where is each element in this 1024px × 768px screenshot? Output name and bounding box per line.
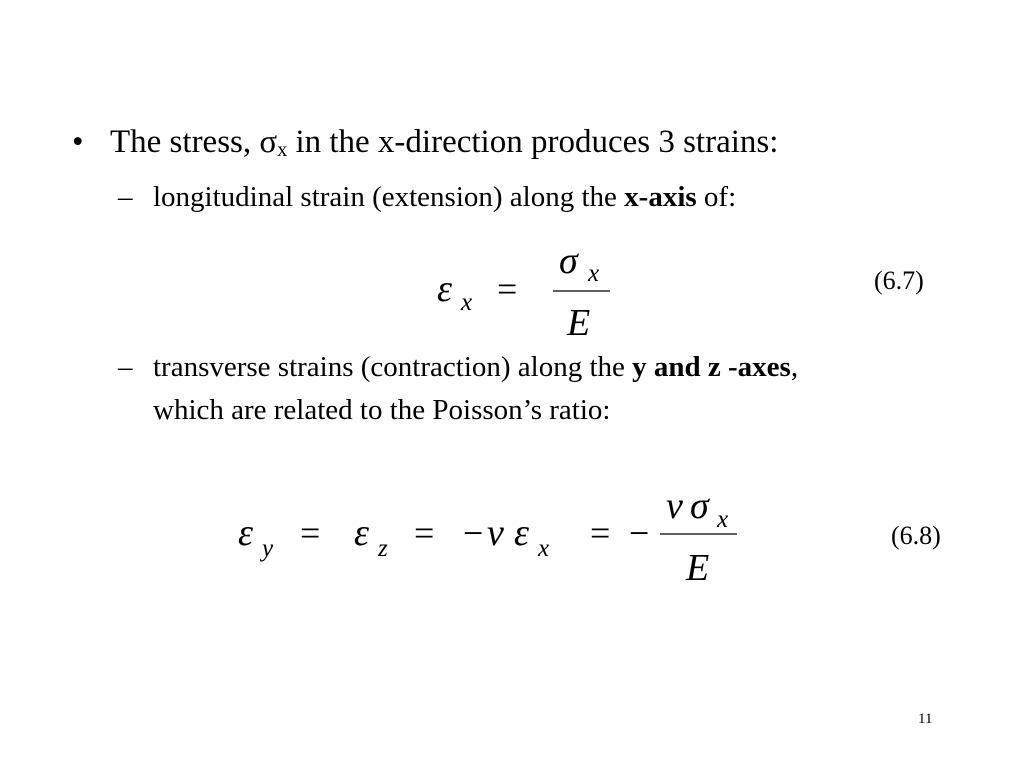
eq2-epsilon-y: ε: [238, 512, 253, 554]
page-number: 11: [918, 711, 933, 727]
eq2-minus-2: −: [629, 513, 650, 553]
sigma-symbol: σ: [259, 124, 278, 160]
eq2-nu: ν: [487, 512, 504, 554]
sub-item-1-plain: longitudinal strain (extension) along the: [153, 181, 625, 213]
eq2-numerator-subscript: x: [717, 506, 729, 533]
equation-6-8: [238, 485, 941, 589]
eq2-epsilon-z: ε: [354, 512, 369, 554]
sub-item-2-text: [153, 351, 798, 384]
bullet-text-before: The stress,: [110, 124, 260, 160]
sub-item-1-bold: x-axis: [624, 181, 697, 213]
eq2-numerator-sigma: σ: [690, 485, 709, 527]
sigma-subscript: x: [277, 139, 288, 161]
eq2-sub-y: y: [262, 535, 274, 562]
eq2-equals-3: =: [590, 513, 611, 553]
sub-item-1-after: of:: [696, 181, 737, 213]
eq2-equals-2: =: [414, 513, 435, 553]
eq2-numerator-nu: ν: [666, 485, 683, 527]
eq1-numerator-sigma: σ: [559, 240, 578, 282]
sub-item-2-after: ,: [790, 351, 799, 383]
eq2-number: (6.8): [891, 521, 941, 550]
bullet-marker: •: [72, 124, 84, 160]
eq2-sub-x: x: [538, 535, 550, 562]
sub-item-2-bold: y and z -axes: [632, 351, 791, 383]
sub-item-2-marker: –: [118, 351, 133, 383]
eq1-numerator-subscript: x: [588, 260, 600, 287]
eq2-epsilon-x: ε: [514, 512, 529, 554]
eq2-denominator: E: [686, 547, 710, 589]
bullet-text-after: in the x-direction produces 3 strains:: [287, 124, 779, 160]
eq1-denominator: E: [567, 302, 591, 344]
eq1-lhs-subscript: x: [461, 289, 473, 316]
sub-item-2-line-2: which are related to the Poisson’s ratio:: [153, 394, 611, 426]
eq2-minus-1: −: [463, 513, 484, 553]
eq1-lhs-epsilon: ε: [437, 268, 452, 310]
eq2-equals-1: =: [300, 513, 321, 553]
sub-item-1-marker: –: [118, 181, 133, 213]
sub-item-2-plain: transverse strains (contraction) along the: [153, 351, 633, 383]
eq1-equals: =: [497, 269, 518, 309]
eq1-number: (6.7): [874, 266, 924, 295]
eq2-sub-z: z: [378, 535, 388, 562]
